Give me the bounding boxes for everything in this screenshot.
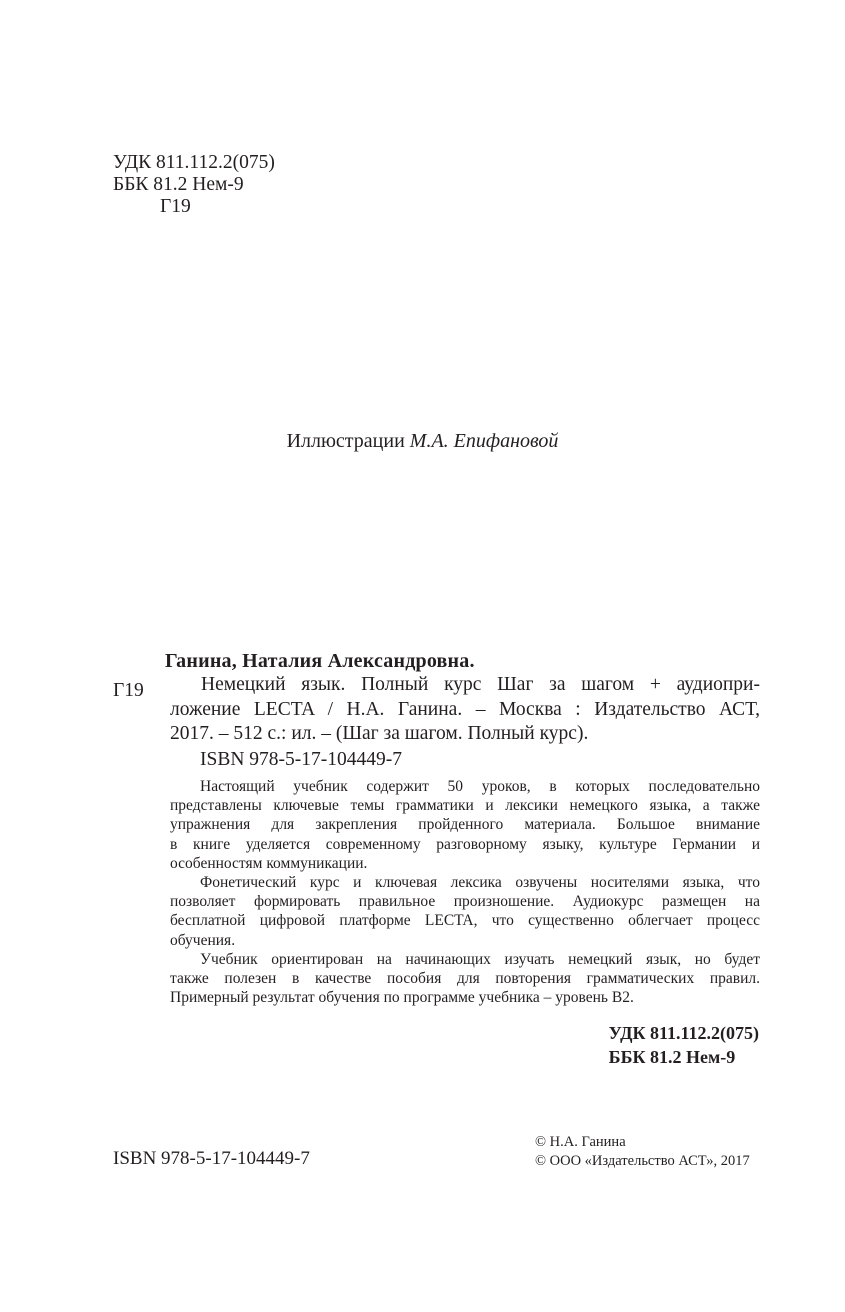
abstract-line: Фонетический курс и ключевая лексика озвучены носителями языка, что — [200, 874, 760, 892]
title-line-2: ложение LECTA / Н.А. Ганина. – Москва : Издательство АСТ, — [170, 698, 760, 720]
abstract-line: позволяет формировать правильное произношение. Аудиокурс размещен на — [170, 893, 760, 911]
abstract-line: обучения. — [170, 931, 236, 949]
udk-code: УДК 811.112.2(075) — [113, 152, 275, 173]
author-heading: Ганина, Наталия Александровна. — [165, 650, 475, 672]
abstract-line: также полезен в качестве пособия для повторения грамматических правил. — [170, 970, 760, 988]
abstract-paragraph-3 — [170, 950, 760, 1008]
abstract-line: Учебник ориентирован на начинающих изучать немецкий язык, но будет — [200, 950, 760, 968]
bibliographic-description — [170, 673, 760, 747]
bbk-code-bottom: ББК 81.2 Нем-9 — [608, 1047, 736, 1067]
illustrations-label: Иллюстрации — [286, 430, 405, 452]
footer-isbn: ISBN 978-5-17-104449-7 — [113, 1148, 310, 1169]
udk-code-bottom: УДК 811.112.2(075) — [608, 1023, 759, 1043]
copyright-author: © Н.А. Ганина — [535, 1134, 626, 1150]
abstract-line: в книге уделяется современному разговорному языку, культуре Германии и — [170, 835, 760, 853]
title-line-3: 2017. – 512 с.: ил. – (Шаг за шагом. Полный курс). — [170, 723, 589, 744]
catalog-isbn: ISBN 978-5-17-104449-7 — [200, 749, 403, 770]
abstract-line: представлены ключевые темы грамматики и лексики немецкого языка, а также — [170, 797, 760, 815]
copyright-block — [535, 1133, 750, 1171]
title-line-1: Немецкий язык. Полный курс Шаг за шагом + аудиопри- — [201, 674, 760, 695]
classification-codes-bottom — [609, 1021, 759, 1069]
abstract-paragraph-1 — [170, 777, 760, 873]
abstract-line: бесплатной цифровой платформе LECTA, что существенно облегчает процесс — [170, 912, 760, 930]
abstract-line: Примерный результат обучения по программе учебника – уровень В2. — [170, 989, 634, 1007]
copyright-publisher: © ООО «Издательство АСТ», 2017 — [535, 1153, 750, 1169]
abstract-paragraph-2 — [170, 873, 760, 950]
classification-codes-top — [113, 152, 275, 218]
author-mark: Г19 — [160, 196, 191, 217]
abstract-line: Настоящий учебник содержит 50 уроков, в которых последовательно — [200, 778, 760, 795]
abstract — [170, 777, 760, 1007]
card-author-mark: Г19 — [113, 680, 144, 701]
illustrations-credit — [0, 430, 845, 453]
bbk-code: ББК 81.2 Нем-9 — [113, 174, 244, 195]
abstract-line: упражнения для закрепления пройденного материала. Большое внимание — [170, 816, 760, 834]
abstract-line: особенностям коммуникации. — [170, 854, 368, 872]
illustrator-name: М.А. Епифановой — [409, 430, 559, 452]
